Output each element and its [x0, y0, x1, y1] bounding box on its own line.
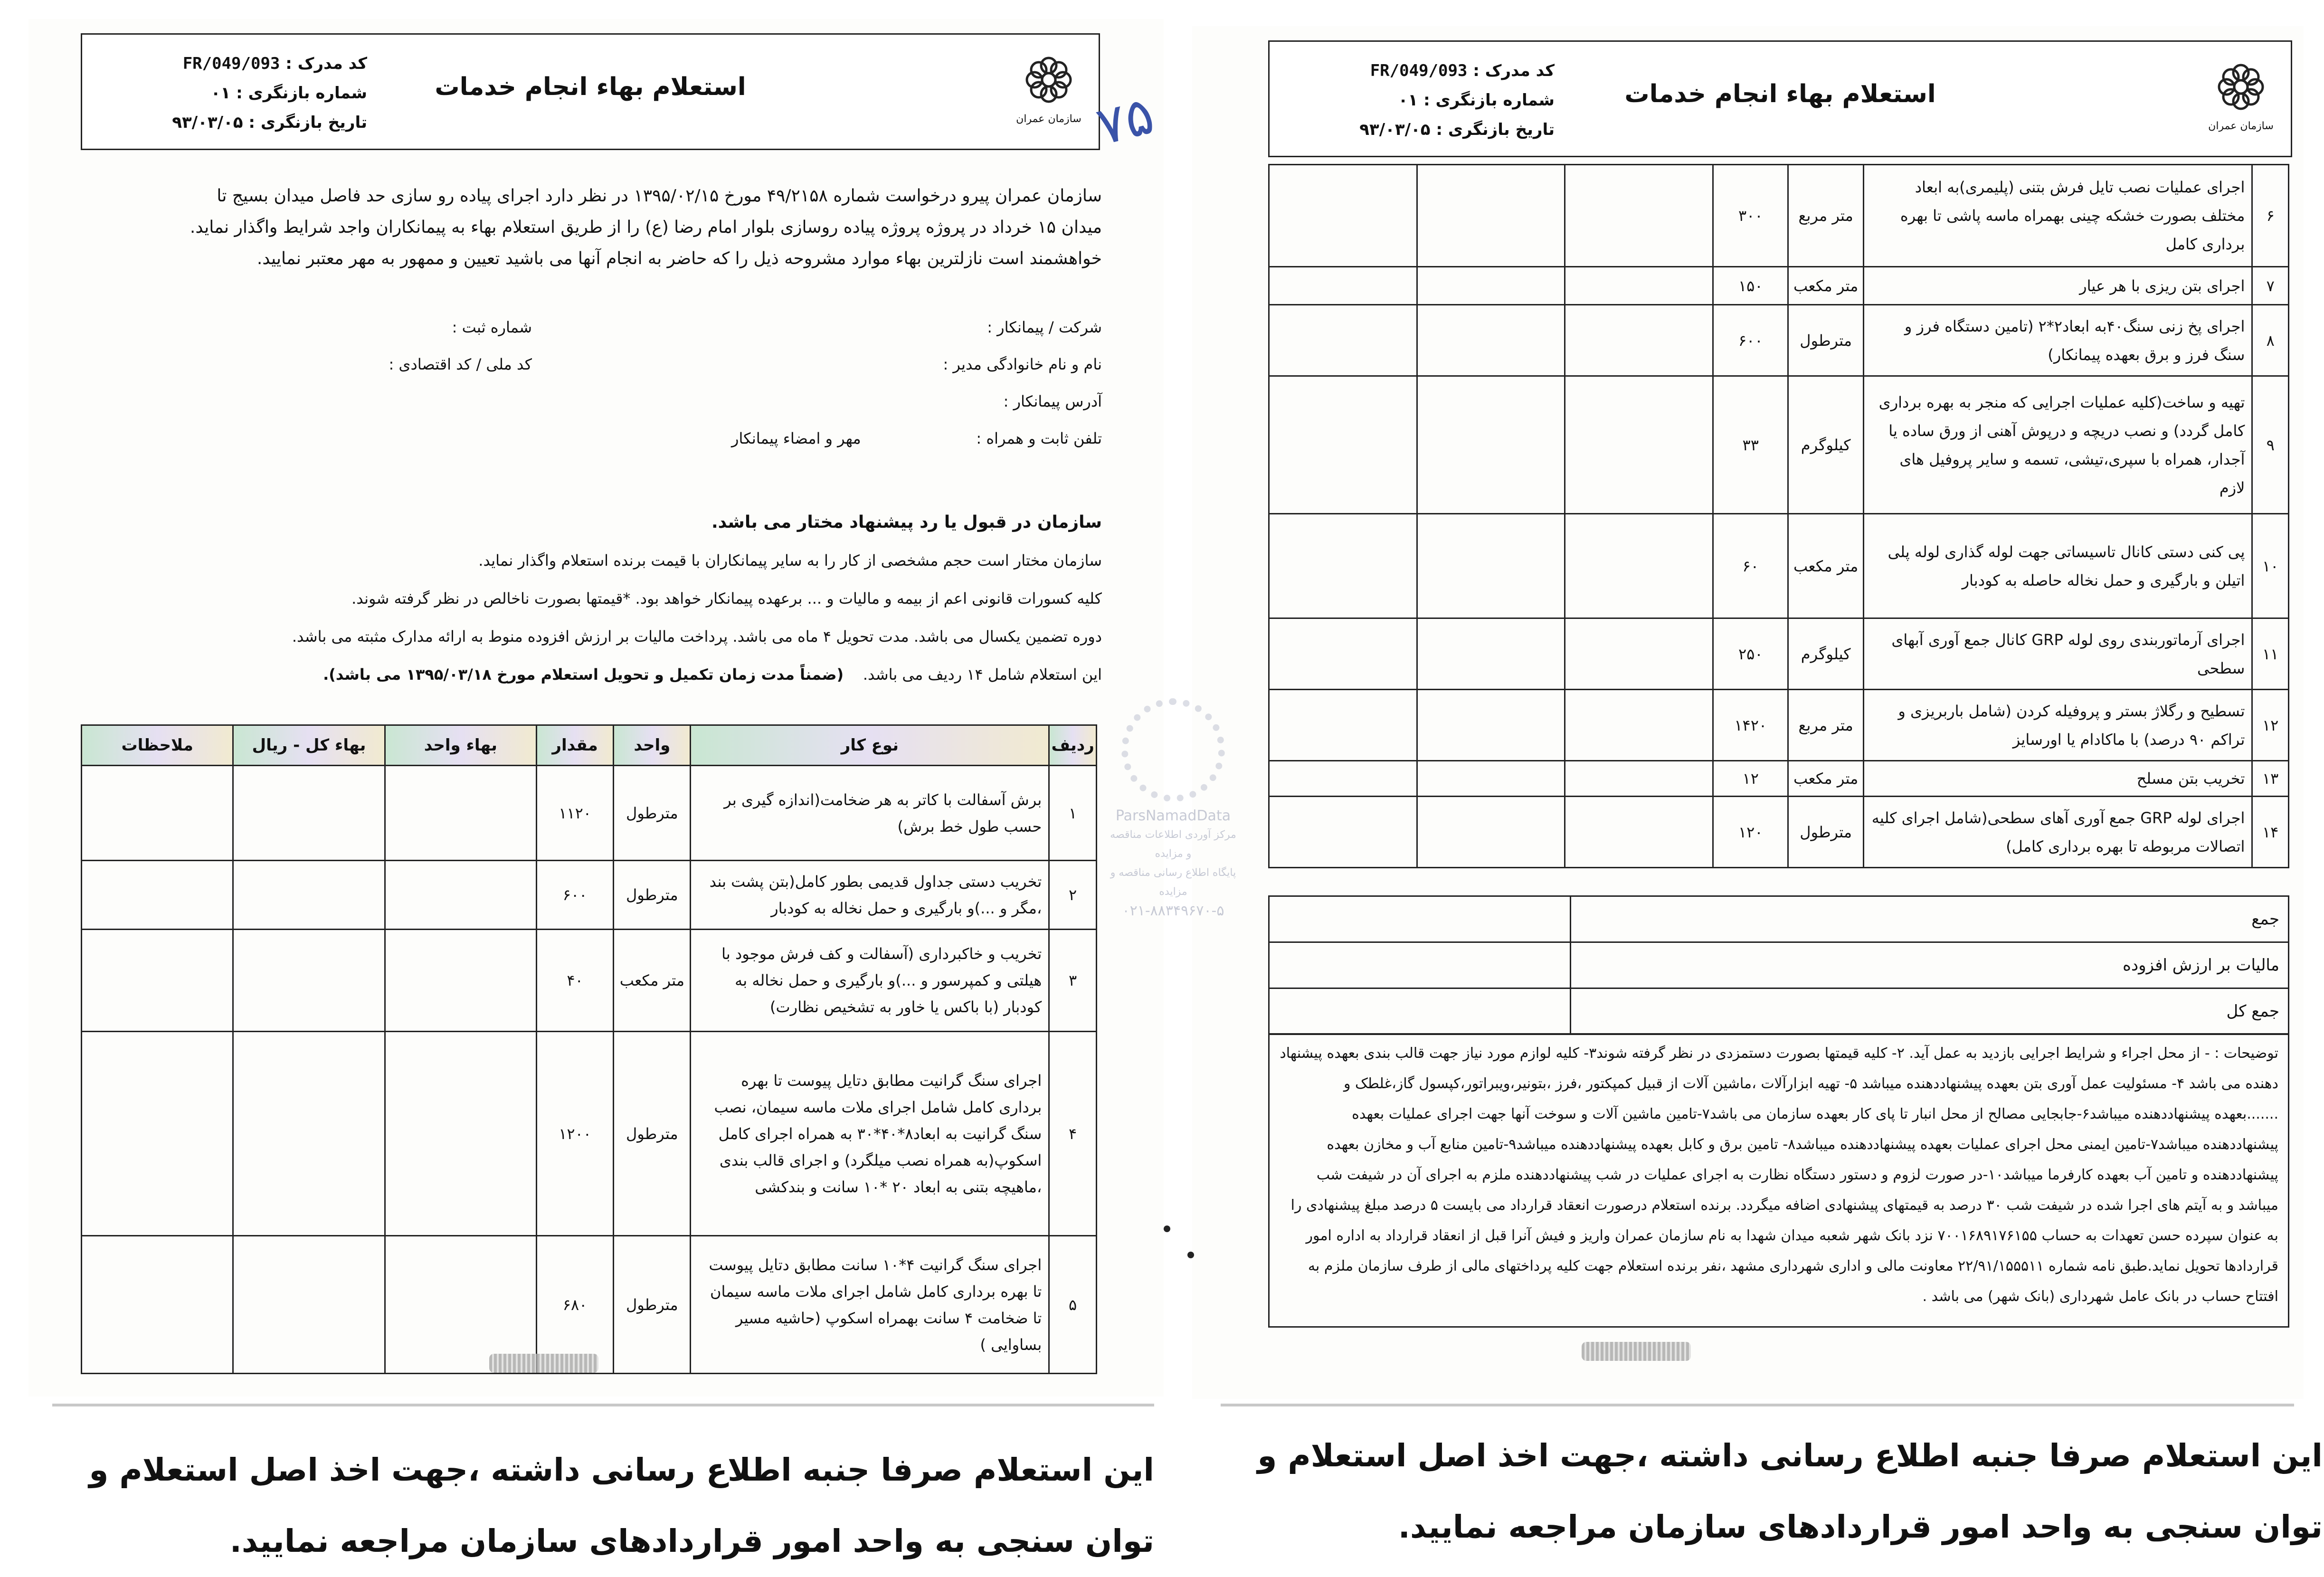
summary-row: [1269, 942, 2289, 988]
unit: مترطول: [614, 1032, 691, 1236]
table-row: [1269, 165, 2289, 267]
header-work-type: نوع کار: [691, 725, 1049, 766]
unit: کیلوگرم: [1788, 376, 1863, 514]
vat-value-cell[interactable]: [1269, 942, 1571, 988]
watermark-logo-icon: [1121, 698, 1225, 802]
work-description: اجرای سنگ گرانیت ۴*۱۰ سانت مطابق دتایل پیوست تا بهره برداری کامل شامل اجرای ملات ماسه سیمان تا ضخامت ۴ سانت بهمراه اسکوپ (حاشیه مسیر بساوایی ): [691, 1236, 1049, 1374]
total-value-cell[interactable]: [1269, 896, 1571, 942]
unit: مترطول: [614, 766, 691, 861]
revision-number: ۰۱: [210, 84, 231, 103]
org-name: سازمان عمران: [2208, 120, 2274, 132]
table-row: [82, 861, 1097, 930]
revision-label: شماره بازنگری :: [236, 84, 367, 103]
signature-stamp: [489, 1354, 598, 1373]
work-description: تخریب و خاکبرداری (آسفالت و کف فرش موجود با هیلتی و کمپرسور و ...)و بارگیری و حمل نخاله به کودبار (با باکس یا خاور به تشخیص نظارت): [691, 930, 1049, 1032]
total-price-cell[interactable]: [1417, 761, 1565, 797]
work-description: اجرای لوله GRP جمع آوری آهای سطحی(شامل اجرای کلیه اتصالات مربوطه تا بهره برداری کامل): [1863, 797, 2252, 868]
signature-stamp: [1582, 1342, 1691, 1361]
quantity: ۳۳: [1713, 376, 1788, 514]
unit-price-cell[interactable]: [1565, 618, 1713, 690]
row-count-note: این استعلام شامل ۱۴ ردیف می باشد.: [863, 665, 1102, 684]
row-number: ۵: [1049, 1236, 1097, 1374]
right-page: [1192, 26, 2304, 1399]
row-number: ۷: [2252, 267, 2289, 305]
total-price-cell[interactable]: [1417, 797, 1565, 868]
intro-line: میدان ۱۵ خرداد در پروژه پروژه پیاده روسازی بلوار امام رضا (ع) را از طریق استعلام بهاء به پیمانکاران واجد شرایط واگذار نماید.: [190, 218, 1102, 237]
table-row: [1269, 376, 2289, 514]
watermark-line: پایگاه اطلاع رسانی مناقصه و مزایده: [1110, 867, 1236, 898]
table-row: [82, 1032, 1097, 1236]
table-row: [1269, 618, 2289, 690]
unit: مترطول: [1788, 305, 1863, 376]
total-price-cell[interactable]: [233, 1236, 385, 1374]
intro-line: خواهشمند است نازلترین بهاء موارد مشروحه ذیل را که حاضر به انجام آنها می باشید تعیین و ممهور به مهر معتبر نمایید.: [256, 249, 1102, 268]
quantity: ۱۲۰: [1713, 797, 1788, 868]
items-table-continued: [1268, 164, 2289, 868]
work-description: اجرای بتن ریزی با هر عیار: [1863, 267, 2252, 305]
document-meta: [101, 49, 367, 137]
doc-code-label: کد مدرک :: [285, 54, 367, 73]
header-unit: واحد: [614, 725, 691, 766]
quantity: ۱۴۲۰: [1713, 690, 1788, 761]
row-number: ۶: [2252, 165, 2289, 267]
explanations-box: توضیحات : - از محل اجراء و شرایط اجرایی بازدید به عمل آید. ۲- کلیه قیمتها بصورت دستمزدی در نظر گرفته شوند۳- کلیه لوازم مورد نیاز جهت قالب بندی بعهده پیشنهاد دهنده می باشد ۴- مسئولیت عمل آوری بتن بعهده پیشنهاددهنده میباشد ۵- تهیه ابزارآلات ،ماشین آلات از قبیل کمپکتور ،فرز ،بتونیر،ویبراتور،کپسول گاز،غلطک و .......بعهده پیشنهاددهنده میباشد۶-جابجایی مصالح از محل انبار تا پای کار بعهده سازمان می باشد۷-تامین ماشین آلات و سوخت آنها جهت اجرای عملیات بعهده پیشنهاددهنده میباشد۷-تامین ایمنی محل اجرای عملیات بعهده پیشنهاددهنده میباشد۸- تامین برق و کابل بعهده پیشنهاددهنده میباشد۹-تامین منابع آب و مخازن بعهده پیشنهاددهنده و تامین آب بعهده کارفرما میباشد۱۰-در صورت لزوم و دستور دستگاه نظارت به اجرای عملیات در شب پیشنهاددهنده ملزم به اجرای آن در شیفت شب میباشد و به آیتم های اجرا شده در شیفت شب ۳۰ درصد به قیمتهای پیشنهادی اضافه میگردد. برنده استعلام درصورت انعقاد قرارداد می بایست ۵ درصد مبلغ پیشنهادی را به عنوان سپرده حسن تعهدات به حساب ۷۰۰۱۶۸۹۱۷۶۱۵۵ نزد بانک شهر شعبه میدان شهدا به نام سازمان عمران واریز و فیش آنرا قبل از انعقاد قرارداد به اداره امور قراردادها تحویل نماید.طبق نامه شماره ۲۲/۹۱/۱۵۵۵۱۱ معاونت مالی و اداری شهرداری مشهد ،نفر برنده استعلام جهت کلیه پرداختهای مالی از طرف سازمان ملزم به افتتاح حساب در بانک عامل شهرداری (بانک شهر) می باشد .: [1268, 1033, 2289, 1328]
total-price-cell[interactable]: [1417, 376, 1565, 514]
grand-total-label: جمع کل: [1571, 988, 2289, 1035]
watermark-phone: ۰۲۱-۸۸۳۴۹۶۷۰-۵: [1122, 902, 1224, 919]
note-line: سازمان مختار است حجم مشخصی از کار را به سایر پیمانکاران با قیمت برنده استعلام واگذار نماید.: [478, 551, 1102, 570]
unit: متر مکعب: [1788, 514, 1863, 618]
work-description: برش آسفالت با کاتر به هر ضخامت(اندازه گیری بر حسب طول خط برش): [691, 766, 1049, 861]
work-description: پی کنی دستی کانال تاسیساتی جهت لوله گذاری لوله پلی اتیلن و بارگیری و حمل نخاله حاصله به کودبار: [1863, 514, 2252, 618]
header-remarks: ملاحظات: [82, 725, 233, 766]
quantity: ۱۲: [1713, 761, 1788, 797]
unit: متر مکعب: [614, 930, 691, 1032]
unit: متر مکعب: [1788, 761, 1863, 797]
revision-number: ۰۱: [1398, 91, 1418, 110]
quantity: ۶۰۰: [536, 861, 613, 930]
work-description: اجرای سنگ گرانیت مطابق دتایل پیوست تا بهره برداری کامل شامل اجرای ملات ماسه سیمان، نصب سنگ گرانیت به ابعاد۸*۴۰*۳۰ به همراه اجرای کامل اسکوپ(به همراه نصب میلگرد) و اجرای قالب بندی ،ماهیچه بتنی به ابعاد ۲۰ *۱۰ سانت و بندکشی: [691, 1032, 1049, 1236]
quantity: ۱۱۲۰: [536, 766, 613, 861]
unit: مترطول: [614, 861, 691, 930]
row-number: ۹: [2252, 376, 2289, 514]
row-number: ۱: [1049, 766, 1097, 861]
total-price-cell[interactable]: [1417, 165, 1565, 267]
unit-price-cell[interactable]: [1565, 797, 1713, 868]
unit-price-cell[interactable]: [385, 1032, 536, 1236]
document-header: [1268, 40, 2292, 157]
doc-code: FR/049/093: [1370, 61, 1468, 80]
total-price-cell[interactable]: [1417, 618, 1565, 690]
quantity: ۲۵۰: [1713, 618, 1788, 690]
reg-no-label: شماره ثبت :: [452, 318, 532, 336]
punch-dot: [1164, 1226, 1170, 1232]
unit-price-cell[interactable]: [385, 766, 536, 861]
revision-label: شماره بازنگری :: [1423, 91, 1555, 110]
remarks-cell[interactable]: [1269, 618, 1417, 690]
note-line: کلیه کسورات قانونی اعم از بیمه و مالیات و ... برعهده پیمانکار خواهد بود. *قیمتها بصورت ناخالص در نظر گرفته شوند.: [351, 589, 1102, 608]
total-label: جمع: [1571, 896, 2289, 942]
unit-price-cell[interactable]: [1565, 267, 1713, 305]
total-price-cell[interactable]: [1417, 267, 1565, 305]
work-description: تخریب دستی جداول قدیمی بطور کامل(بتن پشت بند ،مگر و ...)و بارگیری و حمل نخاله به کودبار: [691, 861, 1049, 930]
punch-dot: [1187, 1252, 1194, 1258]
national-id-label: کد ملی / کد اقتصادی :: [389, 355, 532, 373]
note-line: [76, 656, 1102, 694]
document-meta: [1289, 56, 1555, 144]
unit-price-cell[interactable]: [1565, 761, 1713, 797]
unit-price-cell[interactable]: [385, 1236, 536, 1374]
work-description: اجرای پخ زنی سنگ۴۰به ابعاد۲*۲ (تامین دستگاه فرز و سنگ فرز و برق بعهده پیمانکار): [1863, 305, 2252, 376]
remarks-cell[interactable]: [1269, 761, 1417, 797]
unit: کیلوگرم: [1788, 618, 1863, 690]
total-price-cell[interactable]: [233, 861, 385, 930]
page-fold-line: [52, 1404, 1154, 1406]
remarks-cell[interactable]: [82, 1032, 233, 1236]
remarks-cell[interactable]: [82, 861, 233, 930]
remarks-cell[interactable]: [82, 766, 233, 861]
row-number: ۲: [1049, 861, 1097, 930]
quantity: ۱۵۰: [1713, 267, 1788, 305]
total-price-cell[interactable]: [1417, 690, 1565, 761]
quantity: ۶۸۰: [536, 1236, 613, 1374]
quantity: ۳۰۰: [1713, 165, 1788, 267]
table-row: [1269, 514, 2289, 618]
remarks-cell[interactable]: [1269, 690, 1417, 761]
address-label: آدرس پیمانکار :: [1003, 392, 1102, 410]
handwritten-mark: ۷۵: [1091, 84, 1160, 157]
total-price-cell[interactable]: [233, 766, 385, 861]
remarks-cell[interactable]: [82, 930, 233, 1032]
table-row: [1269, 690, 2289, 761]
remarks-cell[interactable]: [1269, 165, 1417, 267]
revision-date-label: تاریخ بازنگری :: [248, 113, 367, 132]
header-unit-price: بهاء واحد: [385, 725, 536, 766]
unit-price-cell[interactable]: [1565, 165, 1713, 267]
quantity: ۴۰: [536, 930, 613, 1032]
phone-label: تلفن ثابت و همراه :: [976, 429, 1102, 447]
quantity: ۶۰۰: [1713, 305, 1788, 376]
row-number: ۳: [1049, 930, 1097, 1032]
remarks-cell[interactable]: [1269, 267, 1417, 305]
work-description: اجرای آرماتوربندی روی لوله GRP کانال جمع آوری آبهای سطحی: [1863, 618, 2252, 690]
unit: متر مکعب: [1788, 267, 1863, 305]
row-number: ۱۰: [2252, 514, 2289, 618]
remarks-cell[interactable]: [1269, 305, 1417, 376]
unit-price-cell[interactable]: [1565, 305, 1713, 376]
intro-paragraph: [76, 180, 1102, 275]
document-header: [81, 33, 1100, 150]
unit: مترطول: [1788, 797, 1863, 868]
form-title: استعلام بهاء انجام خدمات: [1624, 80, 1936, 108]
total-price-cell[interactable]: [1417, 514, 1565, 618]
left-page: [28, 19, 1164, 1396]
row-number: ۴: [1049, 1032, 1097, 1236]
remarks-cell[interactable]: [1269, 514, 1417, 618]
note-line: سازمان در قبول یا رد پیشنهاد مختار می باشد.: [711, 513, 1102, 532]
unit: متر مربع: [1788, 690, 1863, 761]
revision-date-label: تاریخ بازنگری :: [1436, 120, 1555, 139]
deadline-note: (ضمناً مدت زمان تکمیل و تحویل استعلام مورخ ۱۳۹۵/۰۳/۱۸ می باشد).: [323, 665, 844, 684]
quantity: ۱۲۰۰: [536, 1032, 613, 1236]
row-number: ۸: [2252, 305, 2289, 376]
unit-price-cell[interactable]: [385, 930, 536, 1032]
total-price-cell[interactable]: [233, 1032, 385, 1236]
unit-price-cell[interactable]: [385, 861, 536, 930]
header-total-price: بهاء کل - ریال: [233, 725, 385, 766]
note-line: دوره تضمین یکسال می باشد. مدت تحویل ۴ ماه می باشد. پرداخت مالیات بر ارزش افزوده منوط به ارائه مدارک مثبته می باشد.: [292, 627, 1102, 646]
vat-label: مالیات بر ارزش افزوده: [1571, 942, 2289, 988]
row-number: ۱۴: [2252, 797, 2289, 868]
table-row: [82, 1236, 1097, 1374]
grand-total-value-cell[interactable]: [1269, 988, 1571, 1035]
contractor-form: [76, 309, 1102, 457]
table-row: [1269, 267, 2289, 305]
revision-date: ۹۳/۰۳/۰۵: [1359, 120, 1431, 139]
disclaimer-notice: این استعلام صرفا جنبه اطلاع رسانی داشته ،جهت اخذ اصل استعلام و توان سنجی به واحد امور قراردادهای سازمان مراجعه نمایید.: [1257, 1437, 2323, 1545]
remarks-cell[interactable]: [1269, 376, 1417, 514]
conditions-notes: [76, 504, 1102, 694]
doc-code: FR/049/093: [182, 54, 280, 73]
row-number: ۱۳: [2252, 761, 2289, 797]
header-quantity: مقدار: [536, 725, 613, 766]
watermark-name: ParsNamadData: [1115, 808, 1231, 824]
page-fold-line: [1221, 1404, 2294, 1406]
header-row-no: ردیف: [1049, 725, 1097, 766]
manager-label: نام و نام خانوادگی مدیر :: [943, 355, 1102, 373]
revision-date: ۹۳/۰۳/۰۵: [172, 113, 243, 132]
total-price-cell[interactable]: [1417, 305, 1565, 376]
org-name: سازمان عمران: [1016, 113, 1081, 125]
table-row: [82, 930, 1097, 1032]
row-number: ۱۱: [2252, 618, 2289, 690]
quantity: ۶۰: [1713, 514, 1788, 618]
items-table: [81, 724, 1097, 1374]
unit-price-cell[interactable]: [1565, 690, 1713, 761]
unit: مترطول: [614, 1236, 691, 1374]
work-description: تسطیح و رگلاژ بستر و پروفیله کردن (شامل باربریزی و تراکم ۹۰ درصد) با ماکادام یا اورسایز: [1863, 690, 2252, 761]
table-row: [1269, 305, 2289, 376]
work-description: تخریب بتن مسلح: [1863, 761, 2252, 797]
work-description: تهیه و ساخت(کلیه عملیات اجرایی که منجر به بهره برداری کامل گردد) و نصب دریچه و درپوش آهنی از ورق ساده یا آجدار، همراه با سپری،تیشی، تسمه و سایر پروفیل های لازم: [1863, 376, 2252, 514]
unit-price-cell[interactable]: [1565, 514, 1713, 618]
row-number: ۱۲: [2252, 690, 2289, 761]
table-header-row: [82, 725, 1097, 766]
remarks-cell[interactable]: [1269, 797, 1417, 868]
summary-table: [1268, 895, 2289, 1035]
summary-row: [1269, 988, 2289, 1035]
summary-row: [1269, 896, 2289, 942]
table-row: [1269, 761, 2289, 797]
unit-price-cell[interactable]: [1565, 376, 1713, 514]
company-label: شرکت / پیمانکار :: [987, 318, 1102, 336]
total-price-cell[interactable]: [233, 930, 385, 1032]
seal-label: مهر و امضاء پیمانکار: [731, 429, 861, 447]
table-row: [82, 766, 1097, 861]
parsnamad-watermark: [1107, 698, 1240, 919]
watermark-line: مرکز آوردی اطلاعات مناقصه و مزایده: [1110, 829, 1236, 860]
disclaimer-notice: این استعلام صرفا جنبه اطلاع رسانی داشته ،جهت اخذ اصل استعلام و توان سنجی به واحد امور قراردادهای سازمان مراجعه نمایید.: [89, 1452, 1154, 1559]
table-row: [1269, 797, 2289, 868]
intro-line: سازمان عمران پیرو درخواست شماره ۴۹/۲۱۵۸ مورخ ۱۳۹۵/۰۲/۱۵ در نظر دارد اجرای پیاده رو سازی حد فاصل میدان بسیج تا: [217, 186, 1102, 206]
form-title: استعلام بهاء انجام خدمات: [435, 73, 746, 101]
doc-code-label: کد مدرک :: [1473, 61, 1555, 80]
remarks-cell[interactable]: [82, 1236, 233, 1374]
unit: متر مربع: [1788, 165, 1863, 267]
work-description: اجرای عملیات نصب تایل فرش بتنی (پلیمری)به ابعاد مختلف بصورت خشکه چینی بهمراه ماسه پاشی تا بهره برداری کامل: [1863, 165, 2252, 267]
